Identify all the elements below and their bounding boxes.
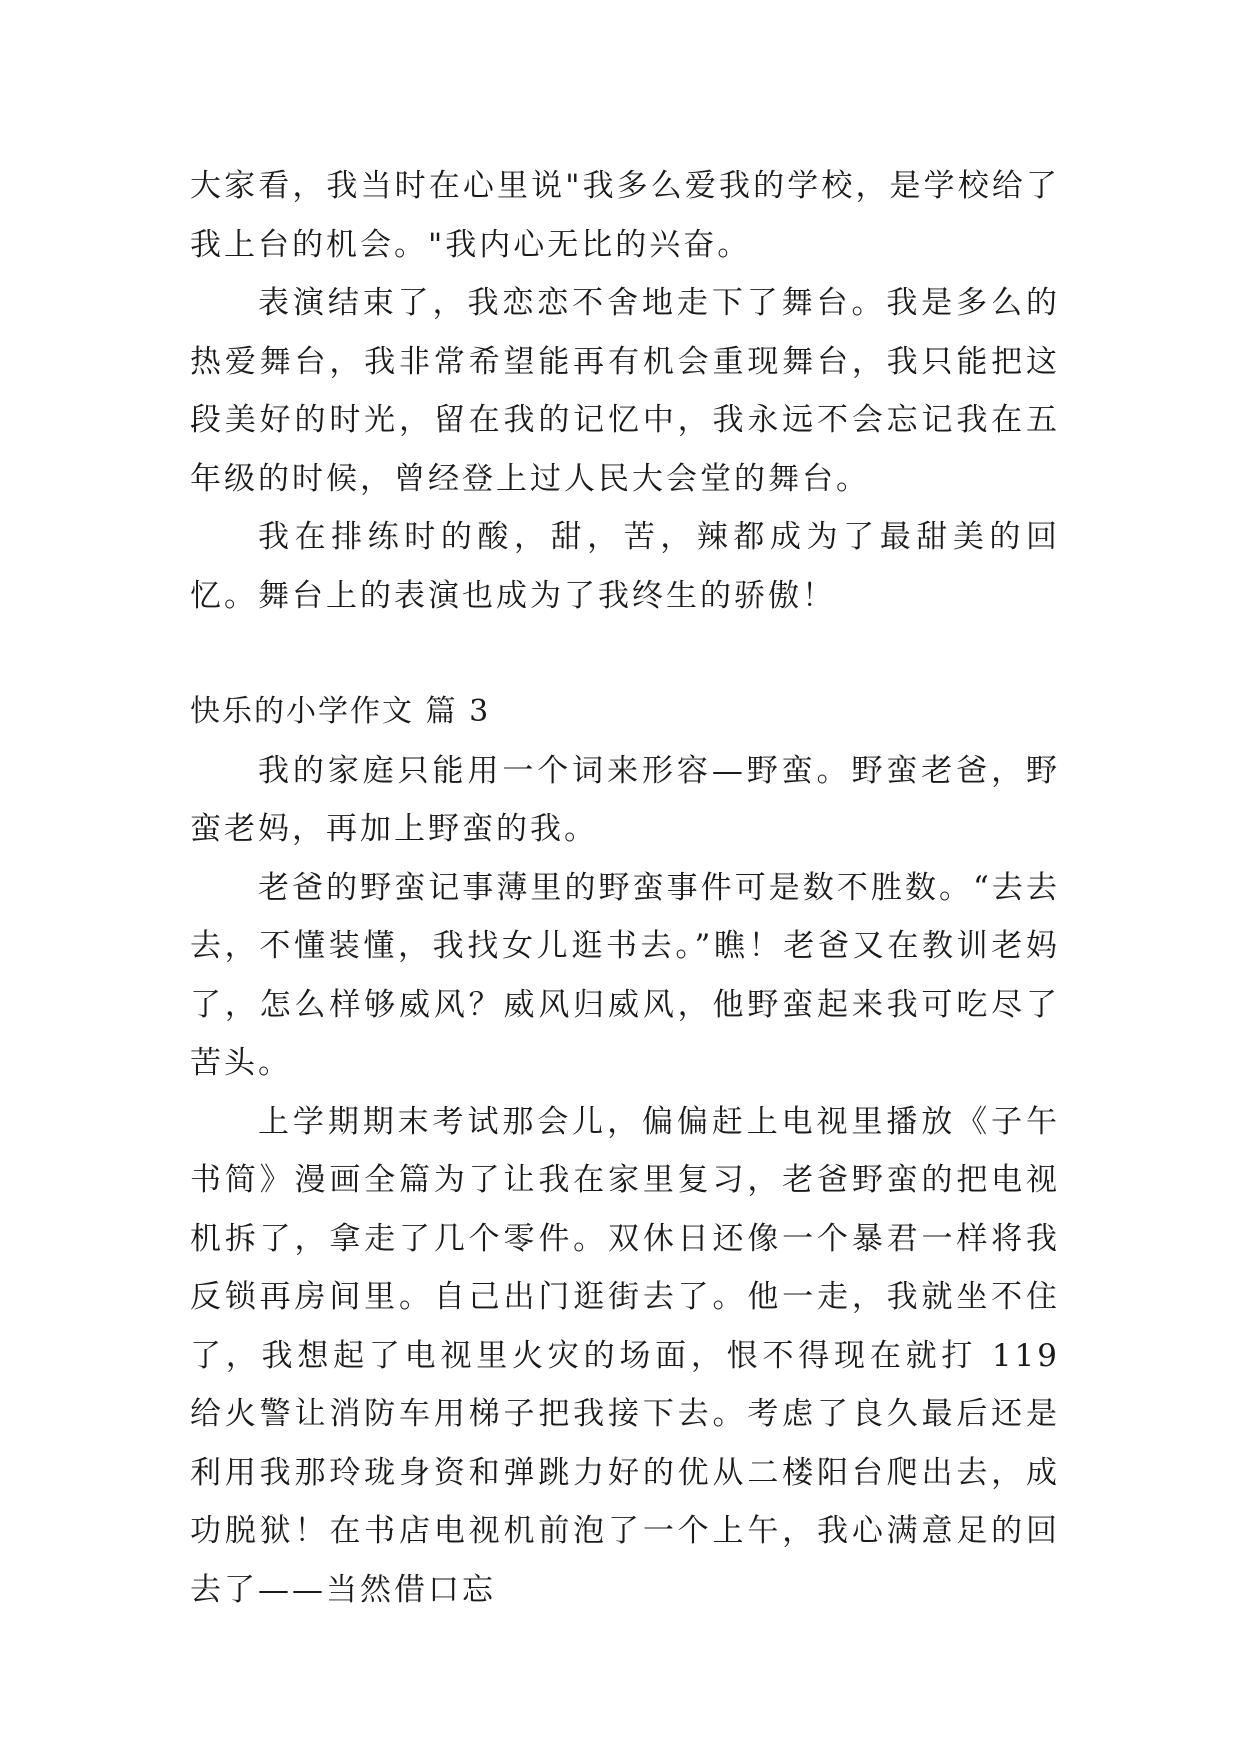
paragraph: 我的家庭只能用一个词来形容—野蛮。野蛮老爸，野蛮老妈，再加上野蛮的我。 (190, 752, 1060, 847)
paragraph: 上学期期末考试那会儿，偏偏赶上电视里播放《子午书简》漫画全篇为了让我在家里复习，老爸野蛮的把电视机拆了，拿走了几个零件。双休日还像一个暴君一样将我反锁再房间里。自己出门逛街去了。他一走，我就坐不住了，我想起了电视里火灾的场面，恨不得现在就打 119 给火警让消防车用梯子把我接下去。考虑了良久最后还是利用我那玲珑身资和弹跳力好的优从二楼阳台爬出去，成功脱狱！在书店电视机前泡了一个上午，我心满意足的回去了——当然借口忘 (190, 1103, 1060, 1608)
document-body (190, 157, 1060, 1619)
paragraph: 大家看，我当时在心里说"我多么爱我的学校，是学校给了我上台的机会。"我内心无比的兴奋。 (190, 168, 1060, 263)
paragraph: 老爸的野蛮记事薄里的野蛮事件可是数不胜数。“去去去，不懂装懂，我找女儿逛书去。”瞧！老爸又在教训老妈了，怎么样够威风？威风归威风，他野蛮起来我可吃尽了苦头。 (190, 869, 1060, 1081)
paragraph: 表演结束了，我恋恋不舍地走下了舞台。我是多么的热爱舞台，我非常希望能再有机会重现舞台，我只能把这段美好的时光，留在我的记忆中，我永远不会忘记我在五年级的时候，曾经登上过人民大会堂的舞台。 (190, 285, 1060, 497)
section-heading: 快乐的小学作文 篇 3 (190, 694, 491, 729)
paragraph: 我在排练时的酸，甜，苦，辣都成为了最甜美的回忆。舞台上的表演也成为了我终生的骄傲！ (190, 519, 1060, 614)
